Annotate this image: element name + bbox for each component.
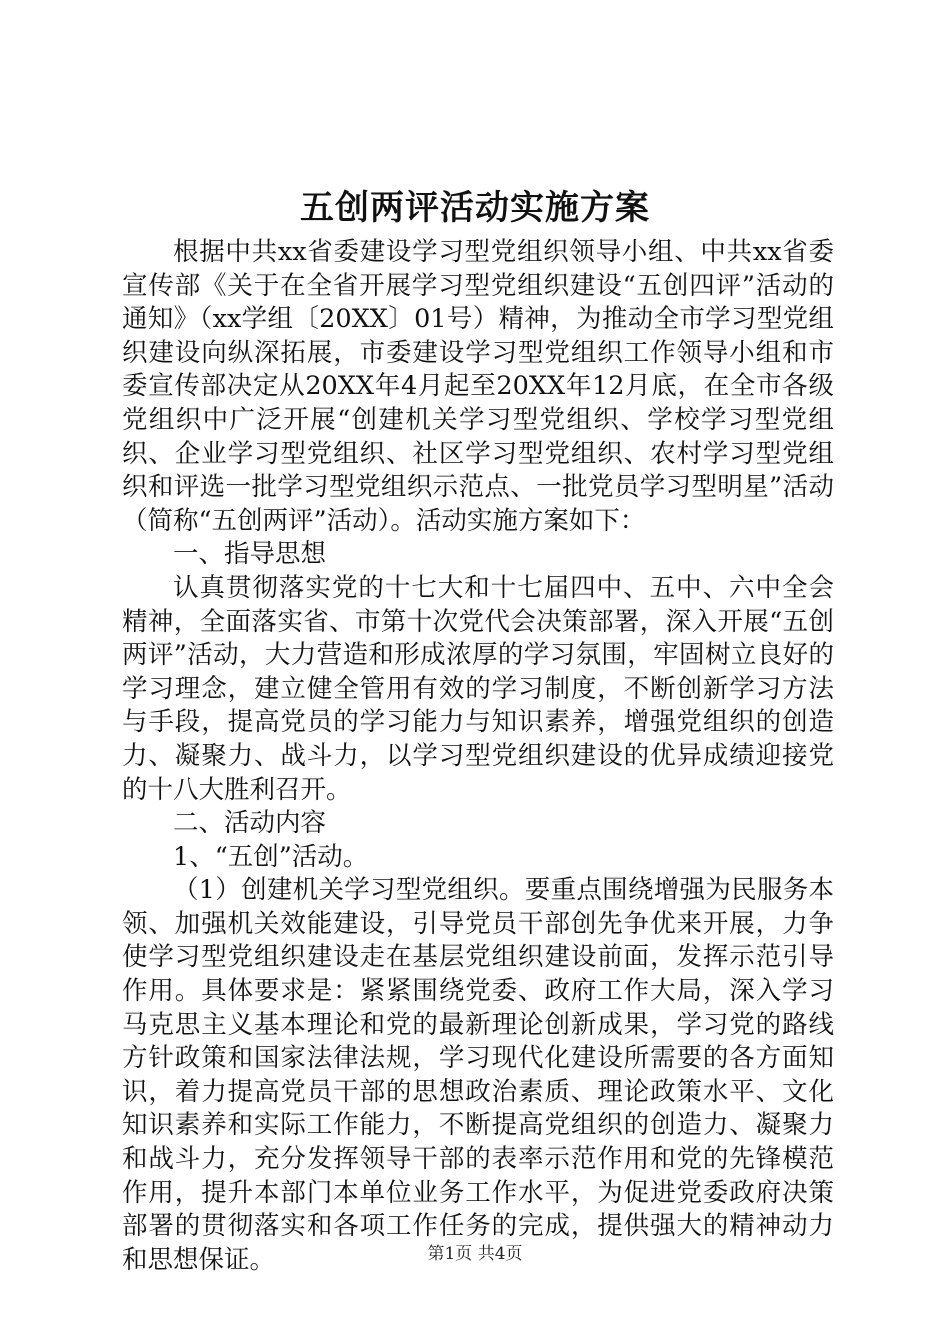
document-title: 五创两评活动实施方案 (300, 188, 650, 228)
document-body (122, 236, 834, 1277)
page-number-footer: 第1页 共4页 (427, 1244, 523, 1264)
section-heading-guiding-ideology: 一、指导思想 (173, 539, 327, 570)
section-heading-activity-content: 二、活动内容 (173, 808, 327, 839)
paragraph-organ-party-organization: （1）创建机关学习型党组织。要重点围绕增强为民服务本领、加强机关效能建设，引导党员干部创先争优来开展，力争使学习型党组织建设走在基层党组织建设前面，发挥示范引导作用。具体要求是：紧紧围绕党委、政府工作大局，深入学习马克思主义基本理论和党的最新理论创新成果，学习党的路线方针政策和国家法律法规，学习现代化建设所需要的各方面知识，着力提高党员干部的思想政治素质、理论政策水平、文化知识素养和实际工作能力，不断提高党组织的创造力、凝聚力和战斗力，充分发挥领导干部的表率示范作用和党的先锋模范作用，提升本部门本单位业务工作水平，为促进党委政府决策部署的贯彻落实和各项工作任务的完成，提供强大的精神动力和思想保证。 (122, 875, 834, 1275)
subsection-heading-five-create: 1、“五创”活动。 (173, 841, 369, 872)
paragraph-guiding-ideology: 认真贯彻落实党的十七大和十七届四中、五中、六中全会精神，全面落实省、市第十次党代会决策部署，深入开展“五创两评”活动，大力营造和形成浓厚的学习氛围，牢固树立良好的学习理念，建立健全管用有效的学习制度，不断创新学习方法与手段，提高党员的学习能力与知识素养，增强党组织的创造力、凝聚力、战斗力，以学习型党组织建设的优异成绩迎接党的十八大胜利召开。 (122, 572, 834, 805)
paragraph-intro: 根据中共xx省委建设学习型党组织领导小组、中共xx省委宣传部《关于在全省开展学习型党组织建设“五创四评”活动的通知》（xx学组〔20XX〕01号）精神，为推动全市学习型党组织建设向纵深拓展，市委建设学习型党组织工作领导小组和市委宣传部决定从20XX年4月起至20XX年12月底，在全市各级党组织中广泛开展“创建机关学习型党组织、学校学习型党组织、企业学习型党组织、社区学习型党组织、农村学习型党组织和评选一批学习型党组织示范点、一批党员学习型明星”活动（简称“五创两评”活动）。活动实施方案如下： (122, 237, 834, 536)
